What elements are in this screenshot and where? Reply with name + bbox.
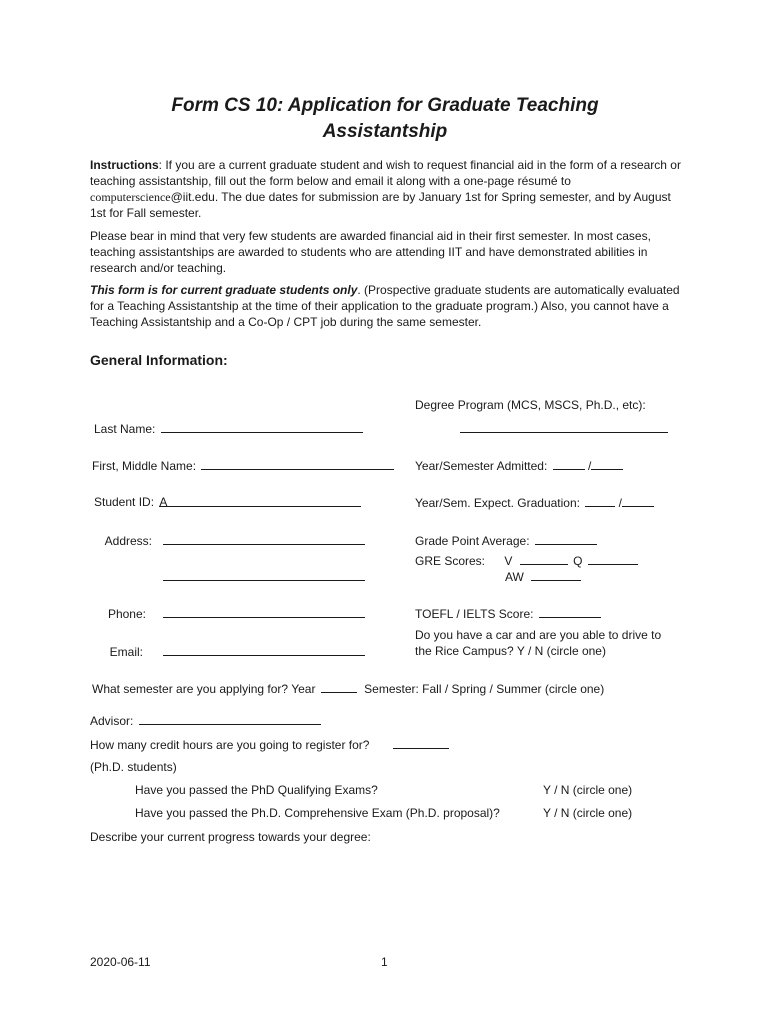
gre-row xyxy=(415,552,638,569)
address-field-line1[interactable] xyxy=(163,532,365,545)
student-id-label: Student ID: xyxy=(94,495,155,509)
phd-comprehensive-answer[interactable]: Y / N (circle one) xyxy=(543,806,633,820)
student-id-field[interactable] xyxy=(159,494,361,507)
phd-qualifying-answer[interactable]: Y / N (circle one) xyxy=(543,783,633,797)
year-admitted-year-field[interactable] xyxy=(553,457,585,470)
address-field-line2[interactable] xyxy=(163,568,365,581)
last-name-label: Last Name: xyxy=(94,422,156,436)
degree-program-label: Degree Program (MCS, MSCS, Ph.D., etc): xyxy=(415,398,646,412)
advisor-row xyxy=(90,712,321,729)
student-id-prefix: A xyxy=(159,495,168,509)
email-user: computerscience xyxy=(90,190,171,204)
car-question-line1: Do you have a car and are you able to drive to xyxy=(415,628,662,642)
semester-question-row xyxy=(92,680,604,697)
year-admitted-semester-field[interactable] xyxy=(591,457,623,470)
phone-row xyxy=(90,605,365,622)
form-title-line1: Form CS 10: Application for Graduate Teaching xyxy=(171,95,599,116)
gpa-row xyxy=(415,532,597,549)
email-field[interactable] xyxy=(163,643,365,656)
credit-hours-row xyxy=(90,736,449,753)
gre-aw-row xyxy=(505,568,581,585)
phd-qualifying-question: Have you passed the PhD Qualifying Exams? xyxy=(135,783,378,797)
semester-question-label: What semester are you applying for? Year xyxy=(92,682,316,696)
year-admitted-slash: / xyxy=(587,459,592,473)
expected-graduation-row xyxy=(415,494,654,511)
eligibility-text: . (Prospective graduate students are automatically evaluated for a Teaching Assistantship at the time of their application to the graduate program.) Also, you cannot have a Teaching Assistantship and a Co-Op / CPT job during the same semester. xyxy=(90,283,680,329)
first-middle-name-row xyxy=(92,457,394,474)
credit-hours-field[interactable] xyxy=(393,736,449,749)
toefl-label: TOEFL / IELTS Score: xyxy=(415,607,534,621)
student-id-row xyxy=(94,494,361,510)
degree-program-field[interactable] xyxy=(460,420,668,433)
instructions-label: Instructions xyxy=(90,158,159,172)
credit-hours-label: How many credit hours are you going to register for? xyxy=(90,738,370,752)
gre-v-label: V xyxy=(504,554,513,568)
email-domain: @iit.edu xyxy=(170,190,215,204)
form-title-line2: Assistantship xyxy=(322,121,448,142)
eligibility-emphasis: This form is for current graduate students only xyxy=(90,283,358,297)
phone-label: Phone: xyxy=(107,607,146,621)
year-admitted-label: Year/Semester Admitted: xyxy=(415,459,548,473)
gre-label: GRE Scores: xyxy=(415,554,486,568)
degree-program-row xyxy=(460,420,668,437)
gpa-field[interactable] xyxy=(535,532,597,545)
advisor-field[interactable] xyxy=(139,712,321,725)
toefl-row xyxy=(415,605,601,622)
instructions-text-1: : If you are a current graduate student and wish to request financial aid in the form of a research or teaching assistantship, fill out the form below and email it along with a one-page résumé to xyxy=(90,158,681,188)
email-label: Email: xyxy=(109,645,143,659)
financial-aid-note: Please bear in mind that very few students are awarded financial aid in their first semester. In most cases, teaching assistantships are awarded to students who are attending IIT and have demonstrated abilities in research and/or teaching. xyxy=(90,229,651,275)
first-middle-name-field[interactable] xyxy=(201,457,394,470)
semester-year-field[interactable] xyxy=(321,680,357,693)
phd-comprehensive-question: Have you passed the Ph.D. Comprehensive Exam (Ph.D. proposal)? xyxy=(135,806,500,820)
gre-v-field[interactable] xyxy=(520,552,568,565)
instructions-paragraph xyxy=(90,157,690,221)
last-name-field[interactable] xyxy=(161,420,363,433)
gre-q-label: Q xyxy=(573,554,583,568)
eligibility-note xyxy=(90,282,690,330)
gpa-label: Grade Point Average: xyxy=(415,534,530,548)
expected-graduation-slash: / xyxy=(618,496,623,510)
gre-aw-field[interactable] xyxy=(531,568,581,581)
car-question-line2: the Rice Campus? Y / N (circle one) xyxy=(415,644,606,658)
phd-students-label: (Ph.D. students) xyxy=(90,760,177,774)
toefl-field[interactable] xyxy=(539,605,601,618)
semester-choice-text: Semester: Fall / Spring / Summer (circle one) xyxy=(364,682,605,696)
expected-graduation-label: Year/Sem. Expect. Graduation: xyxy=(415,496,580,510)
first-middle-name-label: First, Middle Name: xyxy=(92,459,197,473)
page-number: 1 xyxy=(381,955,388,969)
advisor-label: Advisor: xyxy=(90,714,134,728)
progress-question: Describe your current progress towards your degree: xyxy=(90,830,371,844)
phone-field[interactable] xyxy=(163,605,365,618)
expected-graduation-semester-field[interactable] xyxy=(622,494,654,507)
expected-graduation-year-field[interactable] xyxy=(585,494,615,507)
year-admitted-row xyxy=(415,457,623,474)
form-title xyxy=(100,93,670,145)
footer-date: 2020-06-11 xyxy=(90,955,151,969)
section-general-information: General Information: xyxy=(90,352,228,368)
instructions-text-2: . The due dates for submission are by January 1st for Spring semester, and by August 1st for Fall semester. xyxy=(90,190,671,220)
gre-q-field[interactable] xyxy=(588,552,638,565)
last-name-row xyxy=(94,420,363,437)
email-row xyxy=(90,643,365,660)
address-row-2 xyxy=(163,568,365,585)
address-label: Address: xyxy=(104,534,152,548)
address-row xyxy=(90,532,365,549)
gre-aw-label: AW xyxy=(505,570,524,584)
